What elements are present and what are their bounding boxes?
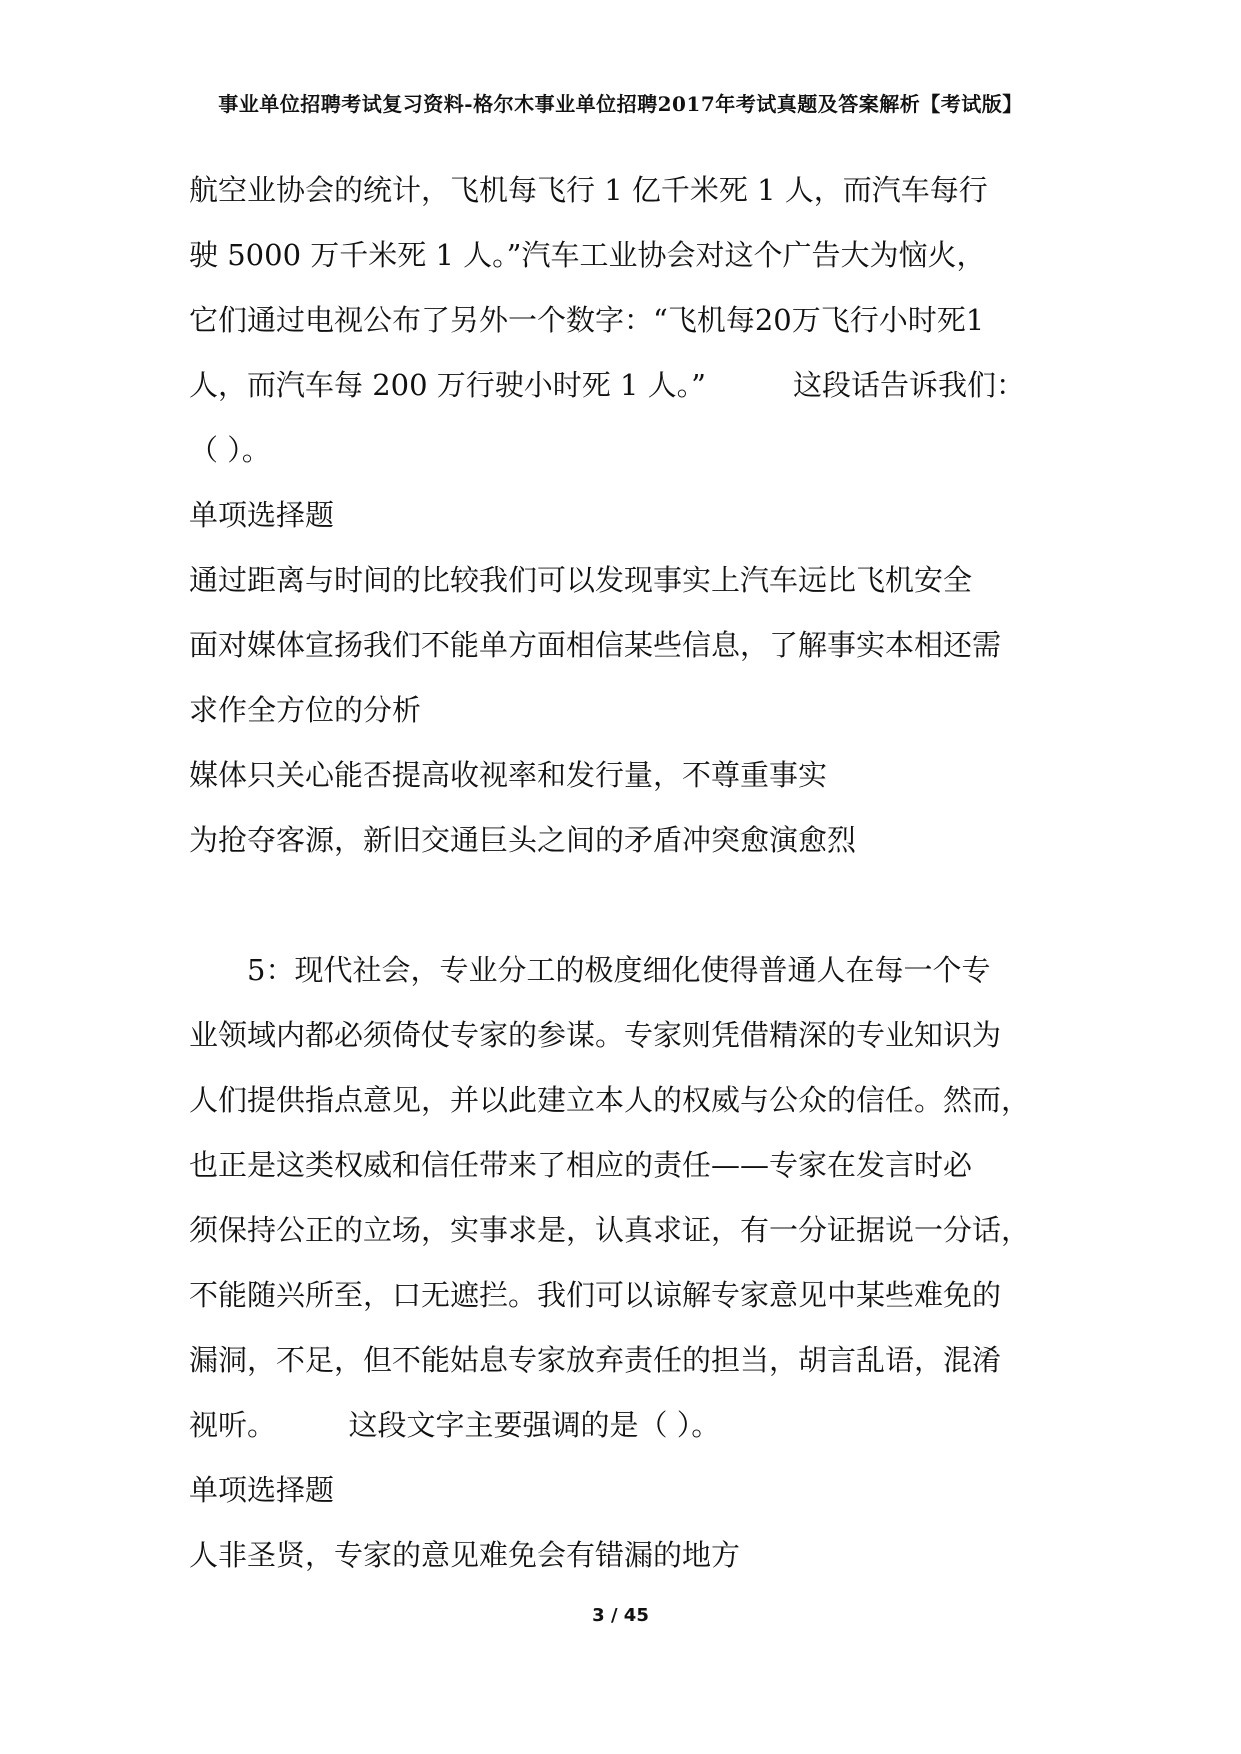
question-5-line: 人们提供指点意见，并以此建立本人的权威与公众的信任。然而， (189, 1083, 1031, 1117)
question-4-option: 求作全方位的分析 (189, 693, 422, 727)
blank-spacer (189, 873, 1089, 938)
question-5-line: 5：现代社会，专业分工的极度细化使得普通人在每一个专 (247, 953, 991, 987)
question-5-line: 须保持公正的立场，实事求是，认真求证，有一分证据说一分话， (189, 1213, 1031, 1247)
document-body (189, 158, 1089, 1588)
question-5-line: 业领域内都必须倚仗专家的参谋。专家则凭借精深的专业知识为 (189, 1018, 1002, 1052)
question-5-options (189, 1523, 1089, 1588)
question-4-line: 人，而汽车每 200 万行驶小时死 1 人。” 这段话告诉我们： (189, 368, 1026, 402)
question-5-type-label: 单项选择题 (189, 1473, 335, 1507)
question-4-option: 面对媒体宣扬我们不能单方面相信某些信息，了解事实本相还需 (189, 628, 1002, 662)
question-5-option: 人非圣贤，专家的意见难免会有错漏的地方 (189, 1538, 741, 1572)
question-5-line: 也正是这类权威和信任带来了相应的责任——专家在发言时必 (189, 1148, 973, 1182)
question-4-option: 通过距离与时间的比较我们可以发现事实上汽车远比飞机安全 (189, 563, 973, 597)
question-4-stem (189, 158, 1089, 483)
question-4-line: 它们通过电视公布了另外一个数字：“飞机每20万飞行小时死1 (189, 303, 985, 337)
question-4-line: （ ）。 (189, 433, 271, 467)
question-4-option: 为抢夺客源，新旧交通巨头之间的矛盾冲突愈演愈烈 (189, 823, 857, 857)
question-5-stem (189, 938, 1089, 1458)
question-5-line: 视听。 这段文字主要强调的是（ ）。 (189, 1408, 721, 1442)
page-number: 3 / 45 (592, 1605, 649, 1626)
question-5-line: 不能随兴所至，口无遮拦。我们可以谅解专家意见中某些难免的 (189, 1278, 1002, 1312)
page-header: 事业单位招聘考试复习资料-格尔木事业单位招聘2017年考试真题及答案解析【考试版】 (218, 92, 1023, 116)
question-4-option: 媒体只关心能否提高收视率和发行量，不尊重事实 (189, 758, 828, 792)
question-4-line: 航空业协会的统计，飞机每飞行 1 亿千米死 1 人，而汽车每行 (189, 173, 988, 207)
question-4-line: 驶 5000 万千米死 1 人。”汽车工业协会对这个广告大为恼火， (189, 238, 986, 272)
question-4-options (189, 548, 1089, 873)
question-5-line: 漏洞，不足，但不能姑息专家放弃责任的担当，胡言乱语，混淆 (189, 1343, 1002, 1377)
question-4-type-label: 单项选择题 (189, 498, 335, 532)
